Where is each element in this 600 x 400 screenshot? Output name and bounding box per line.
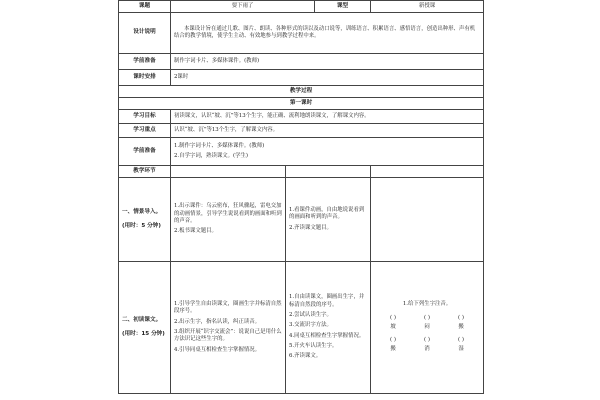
task-word: 搬 [390,346,396,353]
pinyin-blank[interactable]: ( ) [458,337,464,344]
step1-heading [119,178,171,262]
step2-teacher-item: 2.出示生字，指名认读，纠正读音。 [174,318,261,325]
lesson-title: 第一课时 [119,98,484,110]
step2-task [371,262,484,394]
task-word: 坡 [390,323,396,330]
type-value: 新授课 [371,1,484,13]
step1-time: (用时：5 分钟) [122,222,161,229]
step1-teacher-item: 1.出示课件：乌云密布，狂风骤起，雷电交加的动画情景，引导学生说说看到的画面和听到的声音。 [174,203,282,224]
step2-time: (用时：15 分钟) [122,330,165,337]
type-label: 课型 [315,1,371,13]
process-title: 教学过程 [119,86,484,98]
task-word: 搬 [458,323,464,330]
step1-student-item: 1.看课件动画，自由地说说看到的画面和听到的声音。 [289,207,365,221]
task-blanks-row [376,337,478,344]
lesson-plan-table [118,0,484,394]
focus-text: 认识“坡、沉”等13个生字，了解课文内容。 [171,124,484,138]
step1-title: 一、情景导入。 [122,208,162,215]
task-title: 1.给下列生字注音。 [402,301,452,308]
step2-student-item: 4.同桌互相检查生字掌握情况。 [289,332,365,339]
student-prep-list [171,138,484,166]
step1-teacher-item: 2.板书课文题目。 [174,228,217,235]
task-word: 闷 [424,323,430,330]
task-words-row [376,324,478,331]
step2-student [286,262,371,394]
step2-teacher [171,262,286,394]
task-words-row [376,346,478,353]
step1-task [371,178,484,262]
pinyin-blank[interactable]: ( ) [424,314,430,321]
topic-label: 课题 [119,1,171,13]
step2-teacher-item: 1.引导学生自由读课文，圈画生字并标清自然段序号。 [174,301,282,315]
student-prep-item: 2.自学字词，熟读课文。(学生) [174,153,249,159]
goals-text: 初读课文，认识“坡、沉”等13个生字，能正确、流利地朗读课文，了解课文内容。 [171,110,484,124]
lesson-plan-sheet [118,0,483,400]
design-label: 设计说明 [119,13,171,54]
hours-label: 课时安排 [119,70,171,86]
step2-student-item: 6.齐读课文。 [289,353,322,360]
student-prep-item: 1.制作字词卡片、多媒体课件。(教师) [174,142,265,149]
step1-teacher [171,178,286,262]
step2-student-item: 5.开火车认读生字。 [289,342,338,349]
pinyin-blank[interactable]: ( ) [424,337,430,344]
step2-student-item: 2.尝试认读生字。 [289,312,332,319]
prep-text: 制作字词卡片、多媒体课件。(教师) [171,54,484,70]
student-prep-label: 学前准备 [119,138,171,166]
step2-student-item: 1.自由读课文，圈画出生字，并标清自然段的序号。 [289,294,365,308]
steps-label: 教学环节 [119,166,171,178]
step2-title: 二、初读课文。 [122,316,162,323]
task-blanks-row [376,315,478,322]
design-text: 本课设计旨在通过儿歌、图片、朗读、各种形式的读以及动口说等，训练语言、积累语言、感悟语言，创造出种形、声有机结合的教学情境，使学生主动、有效地参与到教学过程中来。 [171,13,484,54]
step2-heading [119,262,171,394]
task-word: 湿 [458,346,464,353]
step1-student [286,178,371,262]
hours-text: 2课时 [171,70,484,86]
pinyin-blank[interactable]: ( ) [390,314,396,321]
task-word: 消 [424,346,430,353]
step2-teacher-item: 4.引导同桌互相检查生字掌握情况。 [174,346,261,353]
goals-label: 学习目标 [119,110,171,124]
step2-student-item: 3.交流识字方法。 [289,322,332,329]
pinyin-blank[interactable]: ( ) [458,314,464,321]
focus-label: 学习重点 [119,124,171,138]
step2-teacher-item: 3.组织开展“识字交流会”：说说自己是用什么方法识记这些生字的。 [174,329,282,343]
pinyin-blank[interactable]: ( ) [390,337,396,344]
topic-value: 要下雨了 [171,1,315,13]
prep-label: 学前准备 [119,54,171,70]
step1-student-item: 2.齐读课文题目。 [289,224,332,231]
